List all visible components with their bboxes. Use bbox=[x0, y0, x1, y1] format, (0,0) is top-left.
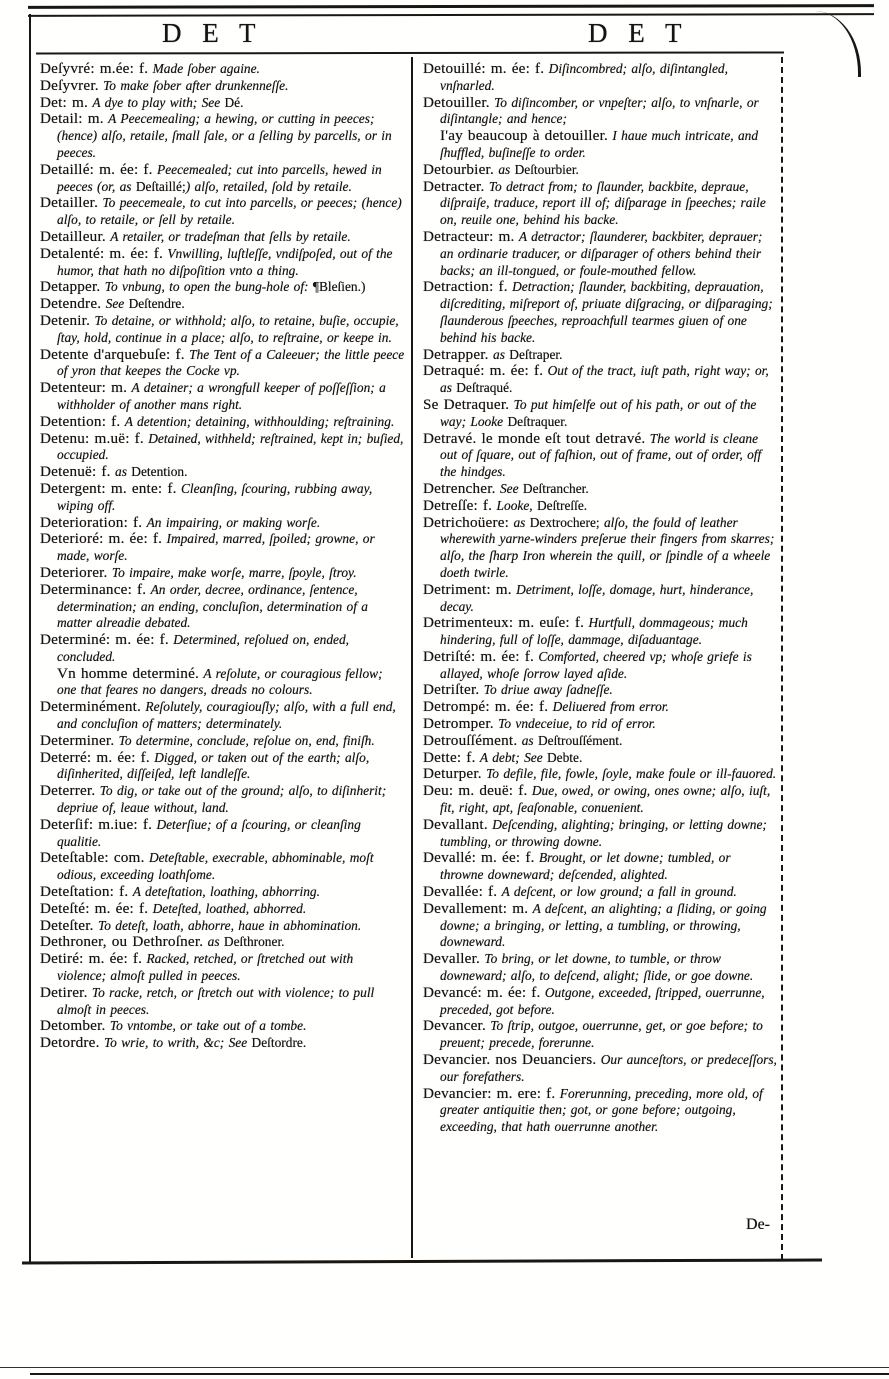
entry-crossref: Deſthroner. bbox=[223, 934, 285, 950]
dictionary-entry bbox=[40, 951, 406, 985]
entry-headword: Det: m. bbox=[40, 93, 88, 111]
entry-headword: Devancier: m. ere: f. bbox=[423, 1084, 556, 1102]
entry-gloss: A Peecemealing; a hewing, or cutting in peeces; (hence) alſo, retaile, ſmall ſale, or a ſelling by parcells, or in peeces. bbox=[57, 111, 392, 160]
left-border-rule bbox=[29, 14, 31, 1263]
dictionary-entry bbox=[423, 783, 778, 817]
entry-headword: Detrouſſément. bbox=[423, 731, 518, 749]
entry-headword: Detention: f. bbox=[40, 412, 121, 430]
entry-gloss: as bbox=[493, 346, 510, 362]
entry-gloss: Made ſober againe. bbox=[152, 61, 260, 76]
entry-headword: Deteriorer. bbox=[40, 563, 108, 581]
entry-gloss: A retailer, or tradeſman that ſells by retaile. bbox=[110, 228, 351, 244]
entry-headword: Deteſter. bbox=[40, 916, 94, 934]
dictionary-entry bbox=[423, 515, 778, 582]
entry-headword: Determiné: m. ée: f. bbox=[40, 631, 169, 649]
entry-gloss: Peecemealed; cut into parcells, hewed in peeces (or, as bbox=[57, 161, 382, 194]
dictionary-entry bbox=[423, 347, 778, 364]
entry-headword: Devallant. bbox=[423, 815, 488, 833]
footer-rule-thick bbox=[30, 1373, 889, 1375]
entry-headword: Devaller. bbox=[423, 950, 481, 968]
entry-headword: Detailler. bbox=[40, 194, 99, 212]
entry-headword: Detromper. bbox=[423, 715, 494, 733]
right-column bbox=[423, 61, 778, 1136]
dictionary-entry bbox=[40, 817, 406, 851]
entry-gloss: To bring, or let downe, to tumble, or throw downeward; alſo, to deſcend, alight; ſlide, or goe downe. bbox=[440, 951, 754, 984]
dictionary-entry bbox=[423, 750, 778, 767]
entry-headword: Detenir. bbox=[40, 311, 91, 329]
entry-gloss: Detained, withheld; reſtrained, kept in; buſied, occupied. bbox=[57, 430, 404, 463]
dictionary-entry bbox=[40, 162, 406, 196]
entry-gloss: To peecemeale, to cut into parcells, or peeces; (hence) alſo, to retaile, or ſell by retaile. bbox=[57, 195, 402, 228]
bottom-border-rule bbox=[22, 1258, 822, 1264]
entry-gloss: To driue away ſadneſſe. bbox=[483, 682, 613, 698]
entry-headword: Devancier. nos Deuanciers. bbox=[423, 1051, 597, 1069]
entry-headword: Detapper. bbox=[40, 278, 101, 296]
entry-gloss: To impaire, make worſe, marre, ſpoyle, ſtroy. bbox=[111, 564, 357, 580]
entry-headword: Detrompé: m. ée: f. bbox=[423, 698, 549, 716]
entry-crossref: Deſtourbier. bbox=[514, 161, 579, 177]
right-border-rule bbox=[781, 57, 783, 1260]
entry-crossref: Deſtendre. bbox=[128, 296, 185, 312]
dictionary-entry bbox=[423, 179, 778, 229]
entry-gloss: To put himſelfe out of his path, or out of the way; Looke bbox=[440, 396, 757, 429]
dictionary-entry bbox=[40, 313, 406, 347]
entry-headword: Detouiller. bbox=[423, 93, 490, 111]
entry-headword: Deterré: m. ée: f. bbox=[40, 748, 150, 766]
entry-gloss: To vnbung, to open the bung-hole of: bbox=[104, 279, 313, 295]
dictionary-entry bbox=[423, 733, 778, 750]
entry-headword: Detriment: m. bbox=[423, 580, 512, 598]
entry-headword: Detracter. bbox=[423, 177, 485, 195]
entry-gloss: A reſolute, or couragious fellow; one that feares no dangers, dreads no colours. bbox=[57, 665, 383, 698]
entry-gloss: To determine, conclude, reſolue on, end, finiſh. bbox=[118, 732, 375, 748]
entry-headword: Deſyvré: m.ée: f. bbox=[40, 60, 149, 77]
entry-gloss: Reſolutely, couragiouſly; alſo, with a full end, and concluſion of matters; determinately. bbox=[57, 699, 396, 732]
entry-crossref: Deſtraquer. bbox=[507, 413, 568, 429]
entry-headword: Detravé. le monde eſt tout detravé. bbox=[423, 429, 646, 447]
entry-headword: Detiré: m. ée: f. bbox=[40, 950, 143, 968]
dictionary-entry bbox=[40, 195, 406, 229]
entry-crossref: Deſtraper. bbox=[509, 346, 563, 362]
entry-gloss: See bbox=[105, 296, 129, 312]
entry-gloss: Cleanſing, ſcouring, rubbing away, wiping off. bbox=[57, 480, 373, 513]
entry-headword: Devallée: f. bbox=[423, 883, 498, 901]
dictionary-entry bbox=[40, 884, 406, 901]
entry-gloss: A detention; detaining, withhoulding; reſtraining. bbox=[124, 413, 395, 429]
dictionary-entry bbox=[423, 649, 778, 683]
entry-gloss: Out of the tract, iuſt path, right way; or, as bbox=[440, 363, 769, 396]
column-divider-rule bbox=[411, 57, 413, 1258]
entry-gloss: See bbox=[499, 480, 523, 496]
dictionary-subentry bbox=[40, 666, 406, 700]
entry-headword: Deterioré: m. ée: f. bbox=[40, 530, 163, 548]
entry-headword: Detailleur. bbox=[40, 227, 106, 245]
entry-gloss: A detainer; a wrongfull keeper of poſſeſſion; a withholder of another mans right. bbox=[57, 380, 386, 412]
entry-gloss: Deliuered from error. bbox=[552, 699, 669, 715]
dictionary-entry bbox=[40, 1035, 406, 1052]
dictionary-entry bbox=[40, 699, 406, 733]
entry-gloss: To racke, retch, or ſtretch out with violence; to pull almoſt in peeces. bbox=[57, 984, 375, 1017]
entry-headword: Deteſté: m. ée: f. bbox=[40, 899, 149, 917]
dictionary-entry bbox=[40, 279, 406, 296]
entry-headword: Deteſtation: f. bbox=[40, 883, 129, 901]
entry-headword: Vn homme determiné. bbox=[57, 664, 200, 682]
entry-headword: Detraction: f. bbox=[423, 278, 508, 296]
entry-gloss: To make ſober after drunkenneſſe. bbox=[103, 77, 289, 93]
entry-headword: Se Detraquer. bbox=[423, 395, 510, 413]
entry-gloss: A dye to play with; See bbox=[92, 94, 225, 110]
entry-crossref: Debte. bbox=[547, 749, 583, 765]
dictionary-entry bbox=[40, 918, 406, 935]
entry-headword: Deterſif: m.iue: f. bbox=[40, 815, 153, 833]
entry-gloss: Looke, bbox=[496, 497, 537, 513]
entry-gloss: Diſincombred; alſo, diſintangled, vnſnarled. bbox=[440, 61, 728, 93]
dictionary-entry bbox=[423, 229, 778, 279]
dictionary-entry bbox=[423, 850, 778, 884]
entry-gloss: A deſcent, an alighting; a ſliding, or going downe; a bringing, or letting, a tumbling, or throwing, downeward. bbox=[440, 900, 767, 950]
entry-headword: Dette: f. bbox=[423, 748, 476, 766]
entry-headword: Detaillé: m. ée: f. bbox=[40, 160, 153, 178]
entry-gloss: Digged, or taken out of the earth; alſo, diſinherited, diſſeiſed, left landleſſe. bbox=[57, 749, 370, 782]
entry-headword: Deu: m. deuë: f. bbox=[423, 782, 528, 800]
entry-gloss: Vnwilling, luſtleſſe, vndiſpoſed, out of the humor, that hath no diſpoſition vnto a thing. bbox=[57, 245, 393, 278]
entry-headword: Deturper. bbox=[423, 765, 482, 783]
dictionary-entry bbox=[423, 61, 778, 95]
entry-crossref: Deſtreſſe. bbox=[536, 497, 588, 513]
dictionary-entry bbox=[423, 951, 778, 985]
entry-headword: Detente d'arquebuſe: f. bbox=[40, 345, 185, 363]
entry-gloss: as bbox=[521, 732, 538, 748]
entry-crossref: Detention. bbox=[131, 464, 188, 480]
entry-gloss: To diſincomber, or vnpeſter; alſo, to vnſnarle, or diſintangle; and hence; bbox=[440, 94, 759, 127]
entry-gloss: A detractor; ſlaunderer, backbiter, deprauer; an ordinarie traducer, or diſparager of others behind their backs; an ill-tongued, or foule-mouthed fellow. bbox=[440, 228, 763, 278]
entry-gloss: as bbox=[513, 514, 530, 530]
dictionary-entry bbox=[40, 783, 406, 817]
entry-gloss: Our aunceſtors, or predeceſſors, our forefathers. bbox=[440, 1052, 777, 1084]
entry-headword: Detergent: m. ente: f. bbox=[40, 479, 177, 497]
entry-gloss: Impaired, marred, ſpoiled; growne, or made, worſe. bbox=[57, 531, 375, 564]
entry-gloss: Brought, or let downe; tumbled, or throwne downeward; deſcended, alighted. bbox=[440, 850, 731, 883]
entry-headword: Devallement: m. bbox=[423, 899, 529, 917]
entry-crossref: Dé. bbox=[224, 94, 244, 110]
dictionary-entry bbox=[423, 162, 778, 179]
entry-gloss: To vntombe, or take out of a tombe. bbox=[109, 1018, 307, 1034]
entry-crossref: Deſtraqué. bbox=[456, 380, 513, 396]
entry-gloss: To detaine, or withhold; alſo, to retaine, buſie, occupie, ſtay, hold, continue in a place; alſo, to reſtraine, or keepe in. bbox=[57, 312, 399, 345]
dictionary-entry bbox=[423, 1018, 778, 1052]
dictionary-entry bbox=[40, 1018, 406, 1035]
dictionary-entry bbox=[40, 515, 406, 532]
entry-gloss: Racked, retched, or ſtretched out with violence; almoſt pulled in peeces. bbox=[57, 951, 354, 984]
entry-headword: Deterrer. bbox=[40, 782, 96, 800]
entry-gloss: A debt; See bbox=[479, 749, 547, 765]
dictionary-entry bbox=[40, 61, 406, 78]
dictionary-entry bbox=[423, 279, 778, 346]
entry-gloss: The Tent of a Caleeuer; the little peece of yron that keepes the Cocke vp. bbox=[57, 346, 405, 379]
entry-headword: I'ay beaucoup à detouiller. bbox=[440, 127, 609, 145]
entry-gloss: To detract from; to ſlaunder, backbite, depraue, diſpraiſe, traduce, report ill of; diſparage in ſpeeches; raile on, reuile one, behind his backe. bbox=[440, 178, 766, 228]
entry-gloss: To vndeceiue, to rid of error. bbox=[498, 716, 656, 732]
entry-crossref: Dextrochere; bbox=[529, 514, 600, 530]
dictionary-entry bbox=[40, 464, 406, 481]
entry-gloss: as bbox=[207, 934, 224, 950]
entry-gloss: To ſtrip, outgoe, ouerrunne, get, or goe before; to preuent; precede, forerunne. bbox=[440, 1018, 763, 1051]
dictionary-entry bbox=[40, 565, 406, 582]
dictionary-entry bbox=[40, 481, 406, 515]
dictionary-entry bbox=[40, 296, 406, 313]
entry-headword: Detraqué: m. ée: f. bbox=[423, 362, 544, 380]
dictionary-entry bbox=[40, 229, 406, 246]
dictionary-entry bbox=[40, 632, 406, 666]
dictionary-entry bbox=[40, 733, 406, 750]
entry-gloss: Hurtfull, dommageous; much hindering, full of loſſe, dammage, diſaduantage. bbox=[440, 615, 748, 648]
dictionary-entry bbox=[423, 716, 778, 733]
entry-headword: Devancé: m. ée: f. bbox=[423, 983, 541, 1001]
footer-rule-thin bbox=[0, 1367, 889, 1368]
left-column bbox=[40, 61, 406, 1052]
entry-headword: Detordre. bbox=[40, 1034, 100, 1052]
entry-gloss: To defile, file, fowle, ſoyle, make foule or ill-fauored. bbox=[486, 766, 777, 782]
dictionary-entry bbox=[423, 884, 778, 901]
entry-gloss: To dig, or take out of the ground; alſo, to diſinherit; depriue of, leaue without, land. bbox=[57, 783, 387, 816]
dictionary-entry bbox=[40, 901, 406, 918]
page-header-left: D E T bbox=[162, 18, 263, 48]
dictionary-entry bbox=[40, 380, 406, 414]
dictionary-entry bbox=[40, 78, 406, 95]
entry-headword: Detracteur: m. bbox=[423, 227, 515, 245]
entry-headword: Detenteur: m. bbox=[40, 379, 128, 397]
dictionary-entry bbox=[40, 347, 406, 381]
dictionary-entry bbox=[423, 95, 778, 129]
entry-headword: Detenuë: f. bbox=[40, 463, 111, 481]
dictionary-entry bbox=[40, 111, 406, 161]
entry-gloss: The world is cleane out of ſquare, out of faſhion, out of frame, out of order, off the hindges. bbox=[440, 430, 762, 480]
dictionary-entry bbox=[423, 1052, 778, 1086]
dictionary-entry bbox=[40, 414, 406, 431]
entry-gloss: Deterſiue; of a ſcouring, or cleanſing qualitie. bbox=[57, 816, 361, 849]
dictionary-entry bbox=[423, 615, 778, 649]
catchword: De- bbox=[746, 1216, 770, 1233]
entry-headword: Detriſté: m. ée: f. bbox=[423, 647, 534, 665]
header-underline-rule bbox=[36, 51, 784, 54]
entry-gloss: ) alſo, retailed, ſold by retaile. bbox=[185, 178, 352, 194]
entry-headword: Determinance: f. bbox=[40, 580, 147, 598]
entry-gloss: as bbox=[115, 464, 132, 480]
entry-headword: Detrichoüere: bbox=[423, 513, 510, 531]
entry-crossref: Deſtordre. bbox=[251, 1035, 307, 1051]
entry-headword: Detrimenteux: m. euſe: f. bbox=[423, 614, 585, 632]
dictionary-entry bbox=[423, 582, 778, 616]
dictionary-entry bbox=[40, 431, 406, 465]
entry-headword: Detenu: m.uë: f. bbox=[40, 429, 144, 447]
dictionary-entry bbox=[423, 498, 778, 515]
dictionary-entry bbox=[423, 481, 778, 498]
entry-gloss: Deteſted, loathed, abhorred. bbox=[152, 900, 307, 916]
entry-headword: Detouillé: m. ée: f. bbox=[423, 60, 545, 77]
entry-gloss: alſo, the fould of leather wherewith yarne-winders preſerue their fingers from skarres; alſo, the ſharp Iron wherein the quill, or ſpindle of a wheele doeth twirle. bbox=[440, 514, 775, 580]
entry-crossref: Deſtaillé; bbox=[135, 178, 186, 194]
dictionary-entry bbox=[423, 682, 778, 699]
entry-gloss: Deſcending, alighting; bringing, or letting downe; tumbling, or throwing downe. bbox=[440, 816, 767, 849]
entry-headword: Determiner. bbox=[40, 731, 115, 749]
page-header-right: D E T bbox=[588, 18, 689, 48]
dictionary-entry bbox=[40, 934, 406, 951]
dictionary-entry bbox=[423, 817, 778, 851]
dictionary-entry bbox=[40, 850, 406, 884]
dictionary-entry bbox=[423, 363, 778, 397]
entry-headword: Deteſtable: com. bbox=[40, 849, 145, 867]
entry-headword: Devancer. bbox=[423, 1017, 486, 1035]
entry-headword: Detourbier. bbox=[423, 160, 494, 178]
entry-gloss: Outgone, exceeded, ſtripped, ouerrunne, preceded, got before. bbox=[440, 984, 765, 1017]
entry-gloss: A deteſtation, loathing, abhorring. bbox=[132, 884, 320, 900]
entry-headword: Detirer. bbox=[40, 983, 88, 1001]
dictionary-entry bbox=[423, 699, 778, 716]
dictionary-entry bbox=[423, 766, 778, 783]
dictionary-entry bbox=[40, 582, 406, 632]
entry-headword: Deſyvrer. bbox=[40, 76, 99, 94]
entry-gloss: as bbox=[498, 161, 515, 177]
entry-gloss: A deſcent, or low ground; a fall in ground. bbox=[501, 884, 737, 900]
entry-gloss: Determined, reſolued on, ended, concluded. bbox=[57, 632, 350, 664]
entry-gloss: Comforted, cheered vp; whoſe griefe is allayed, whoſe ſorrow layed aſide. bbox=[440, 648, 752, 681]
entry-headword: Devallé: m. ée: f. bbox=[423, 849, 535, 867]
dictionary-entry bbox=[40, 985, 406, 1019]
entry-headword: Detail: m. bbox=[40, 110, 104, 128]
dictionary-entry bbox=[40, 531, 406, 565]
entry-headword: Dethroner, ou Dethroſner. bbox=[40, 933, 204, 951]
top-border-rule bbox=[28, 4, 874, 17]
entry-gloss: An impairing, or making worſe. bbox=[146, 514, 321, 530]
dictionary-entry bbox=[40, 750, 406, 784]
entry-gloss: Due, owed, or owing, ones owne; alſo, iuſt, fit, right, apt, ſeaſonable, conuenient. bbox=[440, 783, 771, 816]
entry-crossref: Deſtrouſſément. bbox=[537, 732, 623, 748]
entry-headword: Deterioration: f. bbox=[40, 513, 143, 531]
entry-crossref: Deſtrancher. bbox=[522, 480, 589, 496]
dictionary-entry bbox=[423, 1086, 778, 1136]
dictionary-entry bbox=[40, 246, 406, 280]
page-corner-curve bbox=[806, 11, 861, 77]
entry-headword: Detrapper. bbox=[423, 345, 489, 363]
entry-gloss: Detriment, loſſe, domage, hurt, hinderance, decay. bbox=[440, 581, 754, 614]
dictionary-entry bbox=[423, 985, 778, 1019]
entry-headword: Detriſter. bbox=[423, 681, 480, 699]
dictionary-subentry bbox=[423, 128, 778, 162]
entry-gloss: I haue much intricate, and ſhuffled, buſineſſe to order. bbox=[440, 128, 759, 160]
entry-gloss: Forerunning, preceding, more old, of greater antiquitie then; got, or gone before; outgoing, exceeding, that hath ouerrunne another. bbox=[440, 1085, 763, 1135]
dictionary-entry bbox=[40, 95, 406, 112]
entry-headword: Determinément. bbox=[40, 698, 142, 716]
dictionary-entry bbox=[423, 397, 778, 431]
entry-headword: Detreſſe: f. bbox=[423, 496, 493, 514]
entry-headword: Detomber. bbox=[40, 1017, 106, 1035]
entry-headword: Detalenté: m. ée: f. bbox=[40, 244, 163, 262]
dictionary-entry bbox=[423, 901, 778, 951]
entry-gloss: Detraction; ſlaunder, backbiting, deprauation, diſcrediting, miſreport of, priuate diſgracing, or diſparaging; ſlaunderous ſpeeches, reproachfull tearmes giuen of one behind his backe. bbox=[440, 279, 773, 345]
entry-gloss: Deteſtable, execrable, abhominable, moſt odious, exceeding loathſome. bbox=[57, 850, 374, 883]
entry-headword: Detendre. bbox=[40, 295, 102, 313]
entry-headword: Detrencher. bbox=[423, 479, 496, 497]
entry-gloss: To deteſt, loath, abhorre, haue in abhomination. bbox=[98, 917, 362, 933]
entry-crossref: ¶Bleſien.) bbox=[312, 279, 366, 295]
dictionary-entry bbox=[423, 431, 778, 481]
entry-gloss: To wrie, to writh, &c; See bbox=[103, 1035, 252, 1051]
entry-gloss: An order, decree, ordinance, ſentence, determination; an ending, concluſion, determination of a matter alreadie debated. bbox=[57, 581, 368, 631]
